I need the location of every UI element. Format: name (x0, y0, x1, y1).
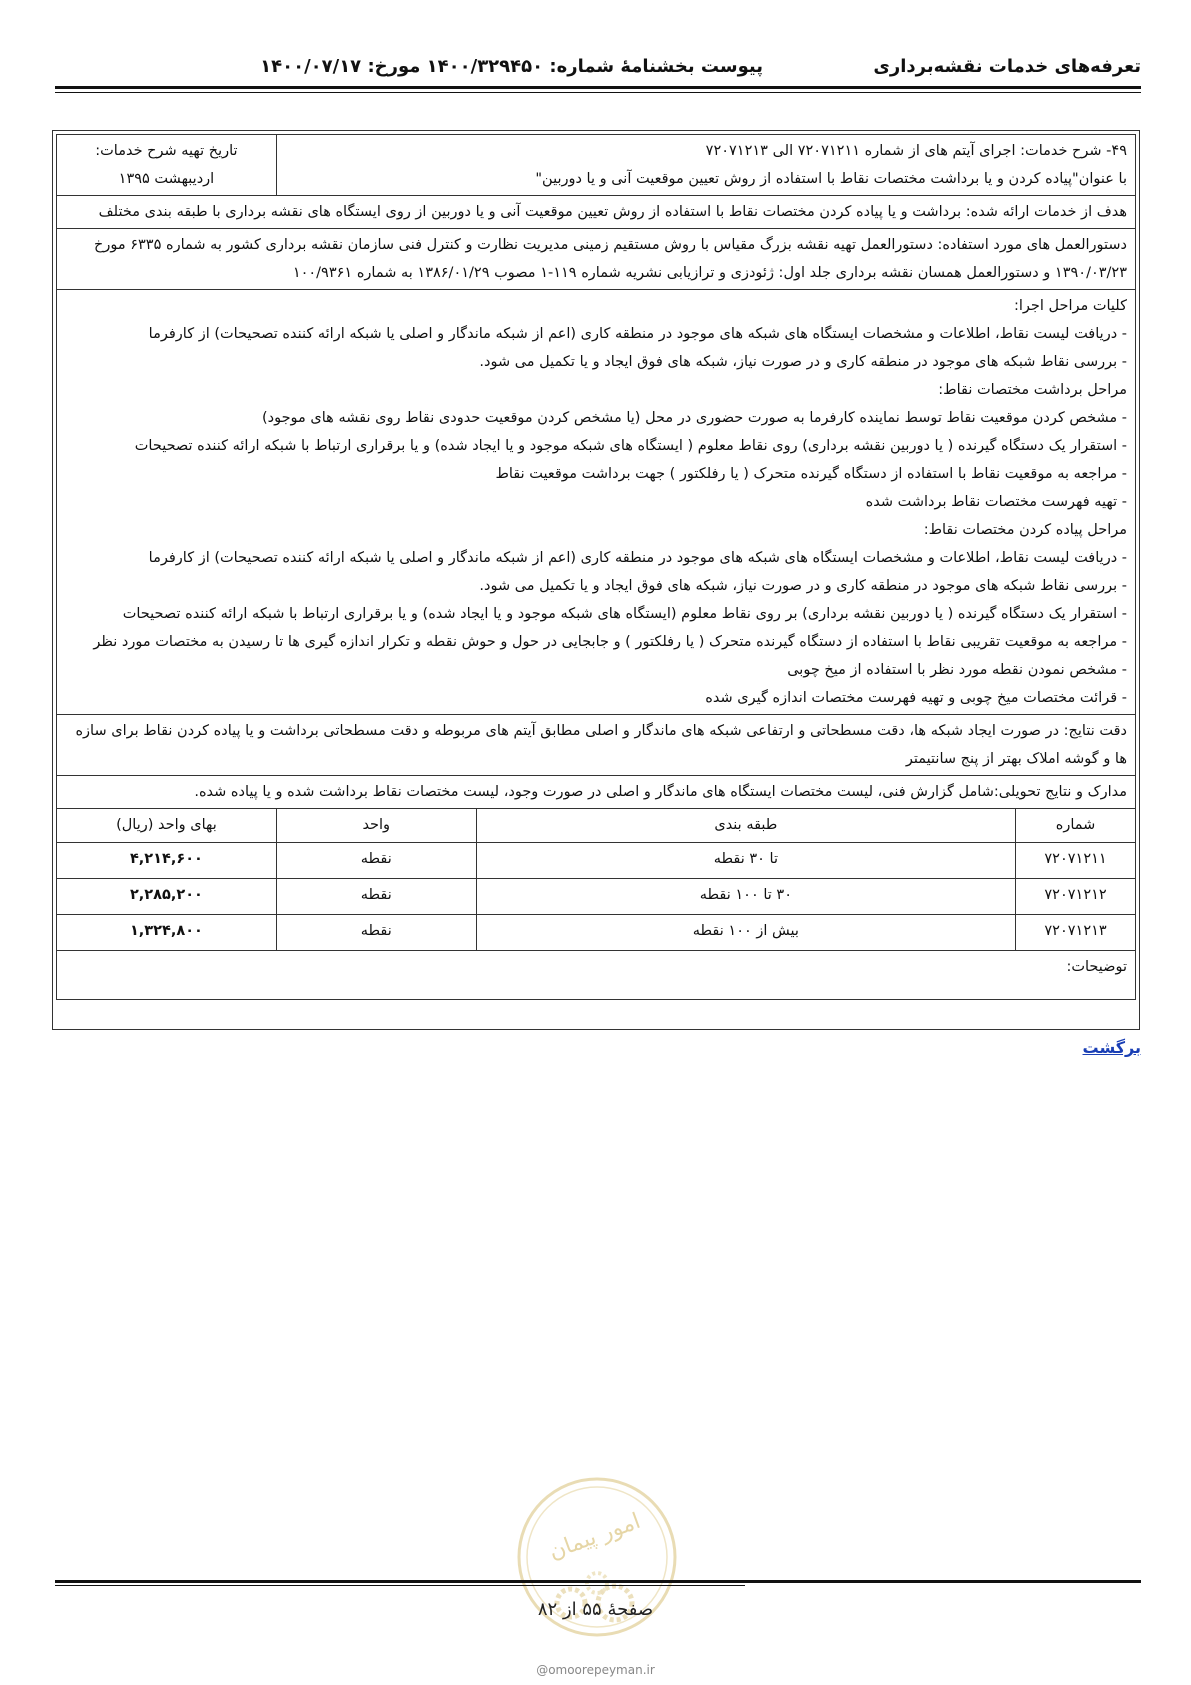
header-rule-thick (55, 86, 1141, 89)
circular-reference: پیوست بخشنامهٔ شماره: ۱۴۰۰/۳۲۹۴۵۰ مورخ: ۱۴۰۰/۰۷/۱۷ (260, 56, 763, 77)
header-rule-thin (55, 92, 1141, 93)
step-item: - مشخص کردن موقعیت نقاط توسط نماینده کارفرما به صورت حضوری در محل (یا مشخص کردن موقعیت حدودی نقاط روی نقشه های موجود) (261, 410, 1127, 426)
item-number: ۷۲۰۷۱۲۱۲ (1016, 879, 1136, 915)
table-row (57, 843, 1136, 879)
col-header-unit: واحد (276, 809, 476, 843)
notes-label: توضیحات: (1066, 959, 1127, 975)
table-row (57, 879, 1136, 915)
item-category: تا ۳۰ نقطه (476, 843, 1015, 879)
service-description-cell (276, 135, 1135, 196)
notes-row (57, 951, 1136, 1000)
step-item: - بررسی نقاط شبکه های موجود در منطقه کاری و در صورت نیاز، شبکه های فوق ایجاد و یا تکمیل می شود. (479, 354, 1127, 370)
service-row (57, 135, 1136, 196)
item-unit: نقطه (276, 879, 476, 915)
deliverables-row (57, 776, 1136, 809)
item-price: ۱,۳۲۴,۸۰۰ (57, 915, 277, 951)
step-item: - مراجعه به موقعیت تقریبی نقاط با استفاده از دستگاه گیرنده متحرک ( یا رفلکتور ) و جابجایی در حول و حوش نقطه و تکرار اندازه گیری ها تا رسیدن به مختصات مورد نظر (93, 634, 1127, 650)
goal-row (57, 196, 1136, 229)
service-table (56, 134, 1136, 1000)
steps-heading-general: کلیات مراحل اجرا: (1013, 298, 1127, 314)
service-date-cell (57, 135, 277, 196)
steps-cell (57, 290, 1136, 715)
step-item: - استقرار یک دستگاه گیرنده ( یا دوربین نقشه برداری) بر روی نقاط معلوم (ایستگاه های شبکه موجود و یا ایجاد شده) و یا برقراری ارتباط با شبکه ارائه کننده تصحیحات (122, 606, 1127, 622)
instructions-row (57, 229, 1136, 290)
svg-text:امور پیمان: امور پیمان (545, 1508, 644, 1565)
instructions-line-2: ۱۳۹۰/۰۳/۲۳ و دستورالعمل همسان نقشه برداری جلد اول: ژئودزی و ترازیابی نشریه شماره ۱۱۹-۱ مصوب ۱۳۸۶/۰۱/۲۹ به شماره ۱۰۰/۹۳۶۱ (292, 265, 1127, 281)
steps-row (57, 290, 1136, 715)
step-item: - مراجعه به موقعیت نقاط با استفاده از دستگاه گیرنده متحرک ( یا رفلکتور ) جهت برداشت موقعیت نقاط (495, 466, 1127, 482)
table-row (57, 915, 1136, 951)
item-category: ۳۰ تا ۱۰۰ نقطه (476, 879, 1015, 915)
item-price: ۴,۲۱۴,۶۰۰ (57, 843, 277, 879)
accuracy-row (57, 715, 1136, 776)
footer-rule-thin (55, 1585, 745, 1586)
goal-cell (57, 196, 1136, 229)
step-item: - دریافت لیست نقاط، اطلاعات و مشخصات ایستگاه های شبکه های موجود در منطقه کاری (اعم از شبکه ماندگار و اصلی یا شبکه ارائه کننده تصحیحات) از کارفرما (148, 550, 1127, 566)
service-description-line-2: با عنوان"پیاده کردن و یا برداشت مختصات نقاط با استفاده از روش تعیین موقعیت آنی و یا دوربین" (535, 171, 1127, 187)
instructions-cell (57, 229, 1136, 290)
step-item: - بررسی نقاط شبکه های موجود در منطقه کاری و در صورت نیاز، شبکه های فوق ایجاد و یا تکمیل می شود. (479, 578, 1127, 594)
notes-cell (57, 951, 1136, 1000)
item-unit: نقطه (276, 915, 476, 951)
step-item: - تهیه فهرست مختصات نقاط برداشت شده (865, 494, 1127, 510)
footer-rule-thick (55, 1580, 1141, 1583)
item-number: ۷۲۰۷۱۲۱۱ (1016, 843, 1136, 879)
col-header-category: طبقه بندی (476, 809, 1015, 843)
item-unit: نقطه (276, 843, 476, 879)
page-header (55, 56, 1141, 86)
instructions-line-1: دستورالعمل های مورد استفاده: دستورالعمل تهیه نقشه بزرگ مقیاس با روش مستقیم زمینی مدیریت نظارت و کنترل فنی سازمان نقشه برداری کشور به شماره ۶۳۳۵ مورخ (93, 237, 1127, 253)
step-item: - مشخص نمودن نقطه مورد نظر با استفاده از میخ چوبی (787, 662, 1127, 678)
back-link[interactable]: برگشت (1082, 1038, 1141, 1057)
item-category: بیش از ۱۰۰ نقطه (476, 915, 1015, 951)
page-title: تعرفه‌های خدمات نقشه‌برداری (873, 56, 1141, 77)
step-item: - دریافت لیست نقاط، اطلاعات و مشخصات ایستگاه های شبکه های موجود در منطقه کاری (اعم از شبکه ماندگار و اصلی یا شبکه ارائه کننده تصحیحات) از کارفرما (148, 326, 1127, 342)
service-date-value: اردیبهشت ۱۳۹۵ (118, 171, 215, 187)
deliverables-text: مدارک و نتایج تحویلی:شامل گزارش فنی، لیست مختصات ایستگاه های ماندگار و اصلی در صورت وجود، لیست مختصات نقاط برداشت شده و یا پیاده شده. (194, 784, 1127, 800)
price-table-header (57, 809, 1136, 843)
col-header-price: بهای واحد (ریال) (57, 809, 277, 843)
step-item: - استقرار یک دستگاه گیرنده ( یا دوربین نقشه برداری) روی نقاط معلوم ( ایستگاه های شبکه موجود و یا ایجاد شده) و یا برقراری ارتباط با شبکه ارائه کننده تصحیحات (134, 438, 1127, 454)
steps-heading-stakeout: مراحل پیاده کردن مختصات نقاط: (923, 522, 1127, 538)
accuracy-line-1: دقت نتایج: در صورت ایجاد شبکه ها، دقت مسطحاتی و ارتفاعی شبکه های ماندگار و اصلی مطابق آیتم های مربوطه و دقت مسطحاتی برداشت و یا پیاده کردن نقاط برای سازه (75, 723, 1127, 739)
page-number: صفحهٔ ۵۵ از ۸۲ (537, 1599, 654, 1620)
item-price: ۲,۲۸۵,۲۰۰ (57, 879, 277, 915)
accuracy-cell (57, 715, 1136, 776)
step-item: - قرائت مختصات میخ چوبی و تهیه فهرست مختصات اندازه گیری شده (705, 690, 1127, 706)
col-header-number: شماره (1016, 809, 1136, 843)
service-date-label: تاریخ تهیه شرح خدمات: (95, 143, 238, 159)
deliverables-cell (57, 776, 1136, 809)
website-watermark: @omoorepeyman.ir (536, 1663, 655, 1677)
item-number: ۷۲۰۷۱۲۱۳ (1016, 915, 1136, 951)
service-description-line-1: ۴۹- شرح خدمات: اجرای آیتم های از شماره ۷۲۰۷۱۲۱۱ الی ۷۲۰۷۱۲۱۳ (705, 143, 1127, 159)
accuracy-line-2: ها و گوشه املاک بهتر از پنج سانتیمتر (905, 751, 1127, 767)
goal-text: هدف از خدمات ارائه شده: برداشت و یا پیاده کردن مختصات نقاط با استفاده از روش تعیین موقعیت آنی و یا دوربین از روی ایستگاه های نقشه برداری با طبقه بندی مختلف (98, 204, 1127, 220)
steps-heading-survey: مراحل برداشت مختصات نقاط: (938, 382, 1127, 398)
